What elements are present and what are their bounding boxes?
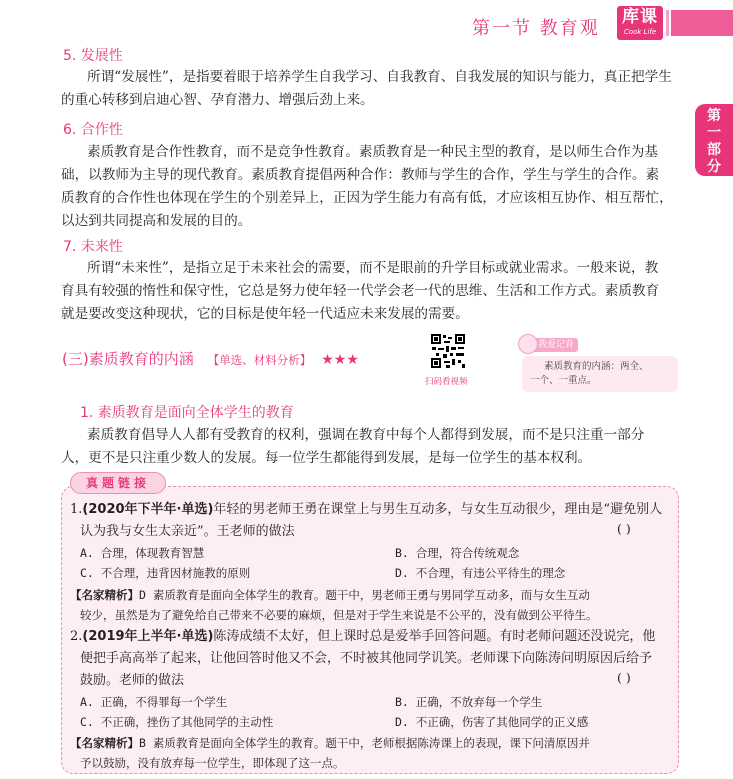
text-line: 就是要改变这种现状，它的目标是使年轻一代适应未来发展的需要。	[61, 306, 469, 322]
question-source: (2020年下半年·单选)	[82, 502, 214, 517]
paragraph-development	[61, 66, 679, 112]
part-side-tab	[695, 104, 733, 176]
section-heading	[62, 348, 359, 369]
answer-analysis	[70, 585, 590, 605]
question-number: 2.	[70, 629, 83, 644]
heading-cooperation: 6. 合作性	[63, 122, 123, 138]
question-source: (2019年上半年·单选)	[82, 629, 214, 644]
memo-note	[522, 356, 678, 392]
question-number: 1.	[70, 502, 83, 517]
paragraph-future	[61, 257, 679, 326]
question-1-stem-cont: 认为我与女生太亲近”。王老师的做法	[80, 524, 295, 539]
heading-future: 7. 未来性	[63, 239, 123, 255]
exam-questions-tab: 真题链接	[70, 472, 166, 494]
question-type-tag: 【单选、材料分析】	[207, 353, 312, 367]
text-line: 础，以教师为主导的现代教育。素质教育提倡两种合作：教师与学生的合作，学生与学生的合作。素	[61, 167, 660, 183]
analysis-label: 【名家精析】	[70, 588, 139, 602]
side-tab-char: 一	[707, 125, 721, 141]
side-tab-char: 分	[707, 159, 721, 175]
logo-subtext: Cook Life	[623, 28, 657, 36]
analysis-text: D 素质教育是面向全体学生的教育。题干中，男老师王勇与男同学互动多，而与女生互动	[139, 588, 590, 602]
side-tab-char: 第	[707, 108, 721, 124]
answer-analysis	[70, 733, 590, 753]
importance-stars: ★★★	[321, 352, 359, 368]
question-2-stem	[70, 626, 655, 648]
option-d[interactable]: D. 不合理，有违公平待生的理念	[395, 566, 566, 580]
option-a[interactable]: A. 正确，不得罪每一个学生	[80, 695, 228, 709]
text-line: 所谓“未来性”，是指立足于未来社会的需要，而不是眼前的升学目标或就业需求。一般来说，教	[87, 260, 659, 276]
text-line: 的重心转移到启迪心智、孕育潜力、增强后劲上来。	[61, 92, 374, 108]
section-title: 第一节 教育观	[472, 18, 600, 39]
memo-title: 我爱记背	[537, 340, 574, 350]
analysis-text: B 素质教育是面向全体学生的教育。题干中，老师根据陈涛课上的表现，课下问清原因并	[139, 736, 590, 750]
answer-blank: ( )	[617, 670, 631, 685]
question-2-stem-cont: 鼓励。老师的做法	[80, 673, 185, 688]
option-a[interactable]: A. 合理，体现教育智慧	[80, 546, 205, 560]
option-c[interactable]: C. 不合理，违背因材施教的原则	[80, 566, 251, 580]
analysis-text-cont: 予以鼓励，没有放弃每一位学生，即体现了这一点。	[80, 756, 345, 770]
logo-text: 库课	[622, 7, 658, 27]
paragraph-cooperation	[61, 141, 679, 233]
text-line: 素质教育是合作性教育，而不是竞争性教育。素质教育是一种民主型的教育，是以师生合作为基	[87, 144, 658, 160]
section-title-text: (三)素质教育的内涵	[62, 350, 194, 368]
text-line: 以达到共同提高和发展的目的。	[61, 213, 252, 229]
header-divider	[666, 10, 669, 36]
question-1-stem	[70, 499, 662, 521]
qr-code-icon[interactable]	[430, 333, 466, 369]
paragraph-whole-student-body	[61, 424, 679, 470]
option-d[interactable]: D. 不正确，伤害了其他同学的正义感	[395, 715, 589, 729]
text-line: 育具有较强的惰性和保守性，它总是努力使年轻一代学会老一代的思维、生活和工作方式。素质教育	[61, 283, 660, 299]
heading-development: 5. 发展性	[63, 48, 123, 64]
analysis-label: 【名家精析】	[70, 736, 139, 750]
text-line: 人，更不是只注重少数人的发展。每一位学生都能得到发展，是每一位学生的基本权利。	[61, 450, 592, 466]
heading-whole-student-body: 1. 素质教育是面向全体学生的教育	[80, 405, 294, 421]
option-c[interactable]: C. 不正确，挫伤了其他同学的主动性	[80, 715, 274, 729]
text-line: 所谓“发展性”，是指要着眼于培养学生自我学习、自我教育、自我发展的知识与能力，真正把学生	[87, 69, 672, 85]
option-b[interactable]: B. 合理，符合传统观念	[395, 546, 520, 560]
memo-heart-icon	[518, 334, 538, 354]
question-text: 陈涛成绩不太好，但上课时总是爱举手回答问题。有时老师问题还没说完，他	[213, 629, 656, 644]
memo-text: 一个、一重点。	[530, 375, 597, 386]
text-line: 素质教育倡导人人都有受教育的权利，强调在教育中每个人都得到发展，而不是只注重一部分	[87, 427, 645, 443]
header-accent-bar	[671, 10, 733, 36]
brand-logo	[617, 6, 663, 40]
qr-caption: 扫码看视频	[425, 377, 468, 387]
analysis-text-cont: 较少，虽然是为了避免给自己带来不必要的麻烦，但是对于学生来说是不公平的，没有做到公平待生。	[80, 608, 598, 622]
question-text: 年轻的男老师王勇在课堂上与男生互动多，与女生互动很少，理由是“避免别人	[213, 502, 663, 517]
side-tab-char: 部	[707, 142, 721, 158]
option-b[interactable]: B. 正确，不放弃每一个学生	[395, 695, 543, 709]
question-2-stem-cont: 便把手高高举了起来，让他回答时他又不会，不时被其他同学讥笑。老师课下向陈涛问明原因后给予	[80, 651, 653, 666]
answer-blank: ( )	[617, 521, 631, 536]
memo-text: 素质教育的内涵：两全、	[544, 361, 649, 372]
text-line: 质教育的合作性也体现在学生的个别差异上，正因为学生能力有高有低，才应该相互协作、相互帮忙，	[61, 190, 673, 206]
